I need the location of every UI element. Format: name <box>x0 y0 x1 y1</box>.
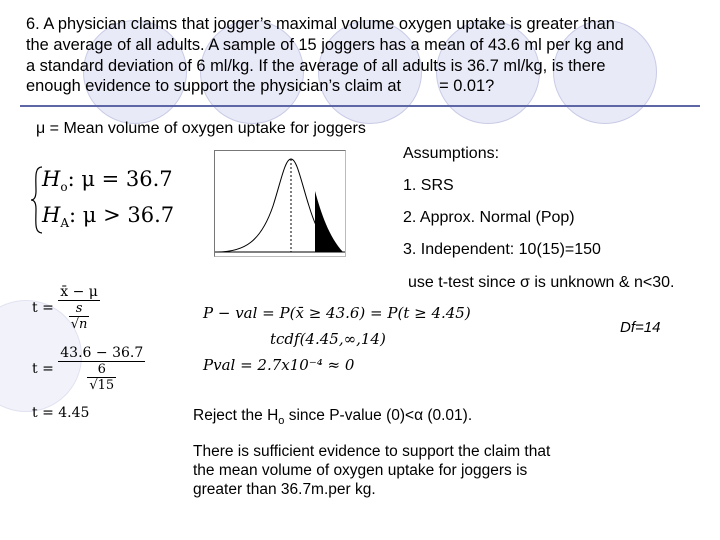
null-h-relation: : μ = 36.7 <box>67 167 173 191</box>
alt-h-relation: : μ > 36.7 <box>69 203 175 227</box>
reject-text-start: Reject the H <box>193 407 279 424</box>
test-choice-note: use t-test since σ is unknown & n<30. <box>408 274 675 291</box>
reject-subscript: o <box>278 415 285 428</box>
evidence-line-1: There is sufficient evidence to support the claim that <box>193 443 551 460</box>
t-lhs-2: t = <box>32 361 54 377</box>
assumption-1: 1. SRS <box>403 177 454 194</box>
question-line-1: 6. A physician claims that jogger’s maximal volume oxygen uptake is greater than <box>26 15 615 33</box>
t-fraction-general <box>58 284 100 332</box>
question-line-4-end: = 0.01? <box>439 77 495 96</box>
t-fraction-substituted <box>58 345 145 393</box>
t-numerator-substituted: 43.6 − 36.7 <box>60 345 144 361</box>
s-over-root-n <box>69 301 90 332</box>
pvalue-expression: P − val = P(x̄ ≥ 43.6) = P(t ≥ 4.45) <box>203 304 471 322</box>
reject-text-end: since P-value (0)<α (0.01). <box>284 407 473 424</box>
question-line-4 <box>26 76 706 97</box>
assumption-3: 3. Independent: 10(15)=150 <box>403 241 601 258</box>
degrees-of-freedom: Df=14 <box>620 319 661 336</box>
tcdf-command: tcdf(4.45,∞,14) <box>270 330 386 348</box>
assumption-2: 2. Approx. Normal (Pop) <box>403 209 575 226</box>
s-symbol: s <box>69 301 90 317</box>
question-line-2: the average of all adults. A sample of 15 joggers has a mean of 43.6 ml per kg and <box>26 35 624 54</box>
root-15-value: √15 <box>89 378 115 393</box>
hypotheses-block <box>30 165 180 235</box>
normal-curve-image <box>214 150 346 257</box>
mu-definition: μ = Mean volume of oxygen uptake for joggers <box>36 120 366 137</box>
t-statistic-result: t = 4.45 <box>32 405 90 421</box>
alternative-hypothesis <box>42 203 174 230</box>
root-n-symbol: √n <box>70 317 88 332</box>
evidence-line-2: the mean volume of oxygen uptake for joggers is <box>193 462 528 479</box>
shaded-tail-region <box>315 191 343 252</box>
t-lhs-1: t = <box>32 300 54 316</box>
null-hypothesis <box>42 167 173 194</box>
t-denominator-substituted <box>58 362 145 393</box>
sample-sd-value: 6 <box>87 362 116 378</box>
null-h-subscript: o <box>60 180 68 195</box>
evidence-statement <box>193 442 550 499</box>
reject-statement <box>193 406 472 431</box>
decor-rule <box>20 105 700 107</box>
question-line-3: a standard deviation of 6 ml/kg. If the average of all adults is 36.7 ml/kg, is there <box>26 56 606 75</box>
t-numerator-general: x̄ − μ <box>60 284 98 300</box>
t-denominator-general <box>58 301 100 332</box>
six-over-root-15 <box>87 362 116 393</box>
normal-curve-graph <box>215 151 345 256</box>
question-line-4-start: enough evidence to support the physician’s claim at <box>26 77 402 96</box>
pvalue-result: Pval = 2.7x10⁻⁴ ≈ 0 <box>203 356 355 374</box>
t-formula-general <box>32 284 100 332</box>
null-h-letter: H <box>42 167 61 191</box>
evidence-line-3: greater than 36.7m.per kg. <box>193 481 376 498</box>
alt-h-letter: H <box>42 203 61 227</box>
question-text <box>26 14 706 97</box>
t-formula-substituted <box>32 345 145 393</box>
assumptions-title: Assumptions: <box>403 145 500 162</box>
alt-h-subscript: A <box>60 216 69 231</box>
